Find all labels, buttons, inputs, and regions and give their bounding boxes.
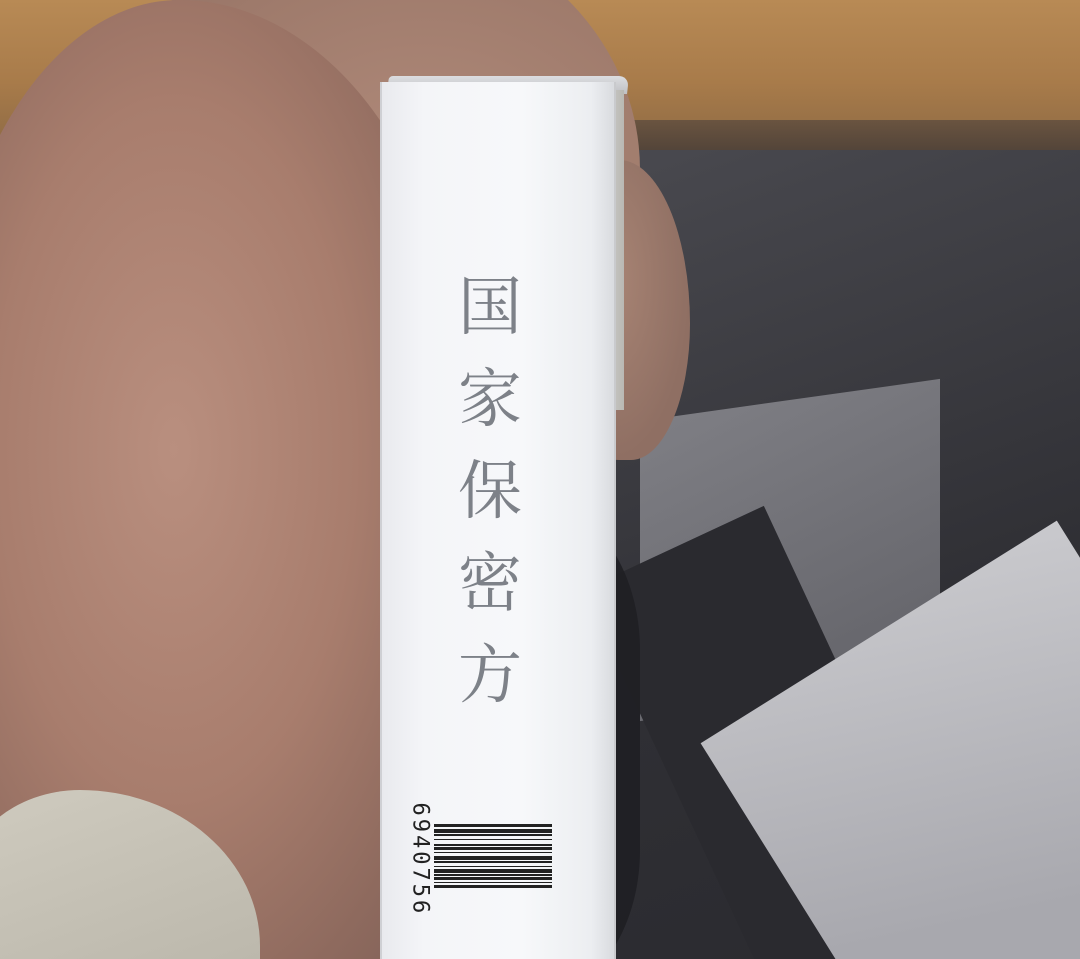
barcode-bar (434, 861, 552, 863)
barcode-bar (434, 874, 552, 876)
barcode-bar (434, 885, 552, 888)
title-char: 家 (458, 363, 522, 437)
barcode-bar (434, 866, 552, 867)
title-char: 密 (458, 547, 522, 621)
barcode-bar (434, 856, 552, 860)
title-char: 国 (458, 271, 522, 345)
barcode-bar (434, 844, 552, 846)
barcode-digits: 6940756 (407, 802, 433, 917)
barcode-bar (434, 829, 552, 833)
barcode-bar (434, 869, 552, 873)
barcode-bar (434, 839, 552, 840)
title-char: 方 (458, 639, 522, 713)
barcode-bar (434, 847, 552, 850)
barcode-bar (434, 882, 552, 883)
spine-title (440, 262, 540, 722)
barcode-bars (434, 824, 552, 959)
barcode-bar (434, 824, 552, 827)
barcode-bar (434, 834, 552, 836)
title-char: 保 (458, 455, 522, 529)
barcode-bar (434, 852, 552, 853)
barcode-bar (434, 877, 552, 880)
barcode (400, 802, 560, 959)
